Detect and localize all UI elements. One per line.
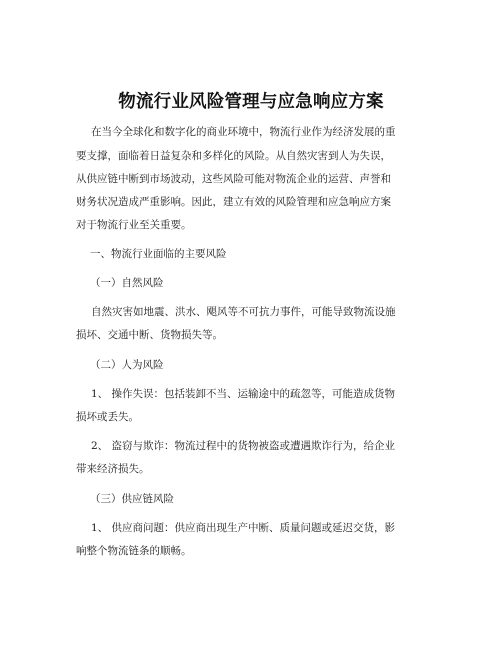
paragraph-line: 1、 供应商问题：供应商出现生产中断、质量问题或延迟交货，影 — [91, 522, 396, 534]
intro-line: 财务状况造成严重影响。因此，建立有效的风险管理和应急响应方案 — [76, 196, 391, 208]
intro-line: 从供应链中断到市场波动，这些风险可能对物流企业的运营、声誉和 — [76, 173, 391, 185]
paragraph-line: 2、 盗窃与欺诈：物流过程中的货物被盗或遭遇欺诈行为，给企业 — [91, 440, 396, 452]
subsection-heading-human-risk: （二）人为风险 — [90, 359, 164, 371]
paragraph-line: 1、 操作失误：包括装卸不当、运输途中的疏忽等，可能造成货物 — [91, 388, 396, 400]
section-heading: 一、物流行业面临的主要风险 — [90, 248, 227, 260]
intro-line: 对于物流行业至关重要。 — [76, 219, 192, 231]
paragraph-line: 自然灾害如地震、洪水、飓风等不可抗力事件，可能导致物流设施 — [91, 306, 396, 318]
paragraph-line: 损坏或丢失。 — [76, 411, 139, 423]
intro-line: 在当今全球化和数字化的商业环境中，物流行业作为经济发展的重 — [91, 126, 396, 138]
paragraph-line: 带来经济损失。 — [76, 463, 150, 475]
intro-line: 要支撑，面临着日益复杂和多样化的风险。从自然灾害到人为失误， — [76, 150, 391, 162]
subsection-heading-supply-chain-risk: （三）供应链风险 — [90, 493, 174, 505]
subsection-heading-natural-risk: （一）自然风险 — [90, 277, 164, 289]
paragraph-line: 响整个物流链条的顺畅。 — [76, 545, 192, 557]
paragraph-line: 损坏、交通中断、货物损失等。 — [76, 329, 223, 341]
document-title: 物流行业风险管理与应急响应方案 — [118, 92, 384, 112]
